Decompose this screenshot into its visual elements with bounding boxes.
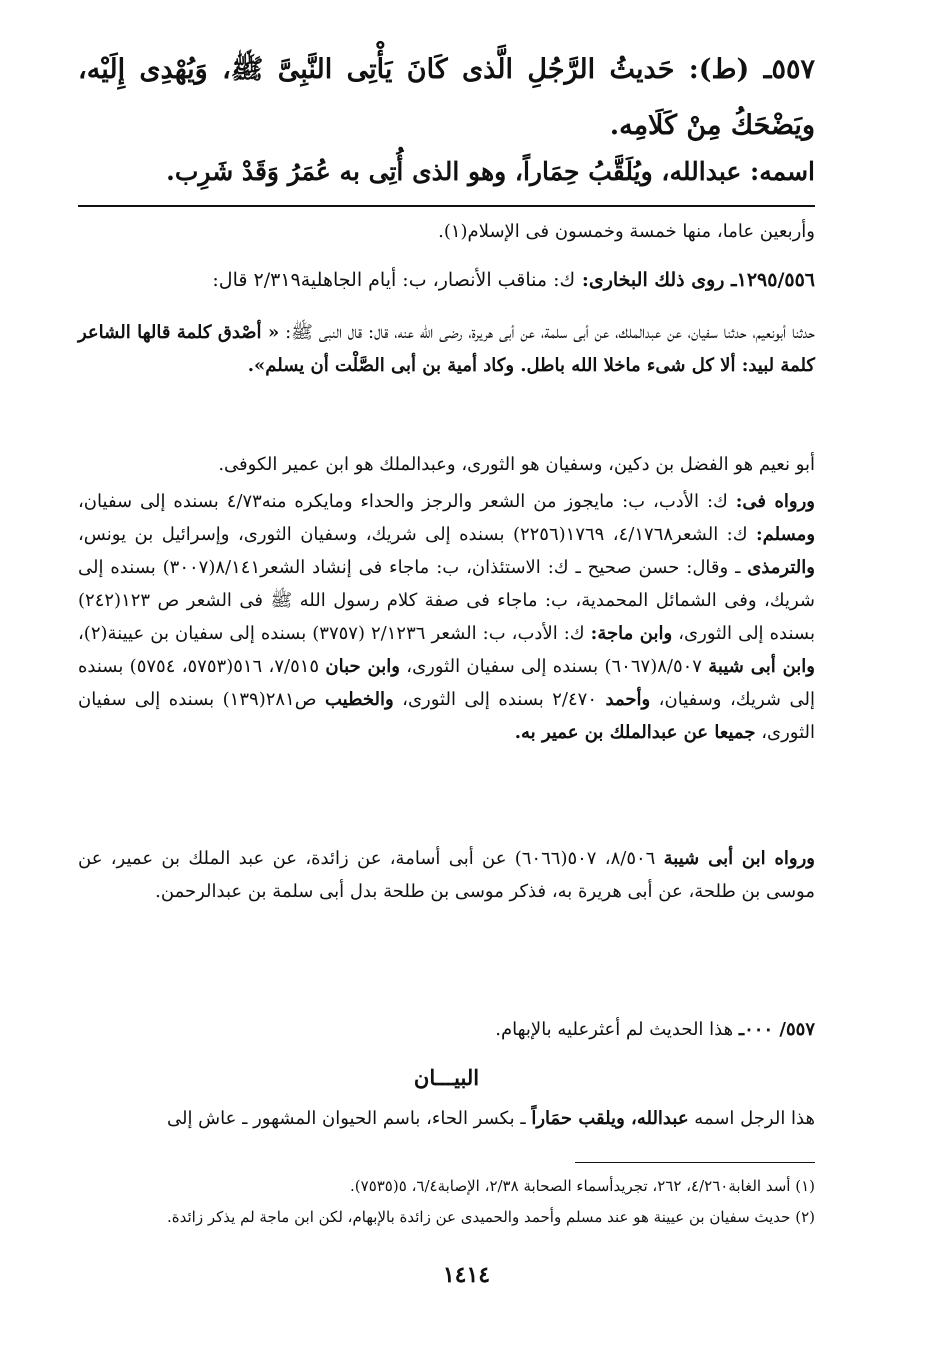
riwaya-bukhari-label: ورواه فى: xyxy=(735,491,815,512)
hadith-1295-ref: ك: مناقب الأنصار، ب: أيام الجاهلية٢/٣١٩ قال: xyxy=(212,269,576,291)
person-name-line: اسمه: عبدالله، ويُلَقَّبُ حِمَاراً، وهو الذى أُتِى به عُمَرُ وَقَدْ شَرِب. xyxy=(166,157,815,186)
bayan-paragraph xyxy=(78,1102,815,1135)
bayan-text-a: هذا الرجل اسمه xyxy=(694,1108,815,1129)
footnote-2: (٢) حديث سفيان بن عيينة هو عند مسلم وأحمد والحميدى عن زائدة بالإبهام، لكن ابن ماجة لم يذكر زائدة. xyxy=(167,1208,815,1226)
riwaya-paragraph xyxy=(78,485,815,749)
hadith-557-text: هذا الحديث لم أعثرعليه بالإبهام. xyxy=(495,1019,734,1040)
riwaya-ahmad-label: وأحمد xyxy=(605,689,651,710)
riwaya2-label: ورواه ابن أبى شيبة xyxy=(663,848,815,869)
riwaya-tirmidhi-ref: ـ وقال: حسن صحيح ـ ك: الاستئذان، ب: ماجاء فى إنشاد الشعر٨/١٤١(٣٠٠٧) بسنده إلى شريك، وفى الشمائل المحمدية، ب: ماجاء فى صفة كلام رسول الله ﷺ فى الشعر ص ١٢٣(٢٤٢) بسنده إلى الثورى، xyxy=(78,557,815,644)
bayan-text-bold: عبدالله، ويلقب حمَاراً xyxy=(531,1108,689,1129)
footnote-divider xyxy=(575,1162,815,1163)
hadith-557-heading: ٥٥٧ـ (ط): حَديثُ الرَّجُلِ الَّذى كَانَ يَأْتِى النَّبِىَّ ﷺ، وَيُهْدِى إِلَيْه، ويَضْحَكُ مِنْ كَلَامِه. xyxy=(78,54,815,141)
riwaya-ibnhibban-ref: ٧/٥١٥، ٥١٦(٥٧٥٣، ٥٧٥٤) بسنده إلى شريك، وسفيان، xyxy=(78,656,815,710)
hadith-1295-heading xyxy=(78,264,815,297)
hadith-557-number: ٥٥٧/ ٠٠٠ـ xyxy=(738,1019,815,1040)
riwaya-bukhari-ref: ك: الأدب، ب: مايجوز من الشعر والرجز والحداء ومايكره منه٤/٧٣ بسنده إلى سفيان، xyxy=(78,491,728,512)
riwaya-ahmad-ref: ٢/٤٧٠ بسنده إلى الثورى، xyxy=(402,689,598,710)
bayan-text-c: ـ بكسر الحاء، باسم الحيوان المشهور ـ عاش إلى xyxy=(166,1108,526,1129)
riwaya-ibnabishayba-label: وابن أبى شيبة xyxy=(708,656,815,677)
hadith-1295-label: ١٢٩٥/٥٥٦ـ روى ذلك البخارى: xyxy=(581,269,815,291)
riwaya-muslim-ref: ك: الشعر٤/١٧٦٨، ١٧٦٩(٢٢٥٦) بسنده إلى شريك، وسفيان الثورى، وإسرائيل بن يونس، xyxy=(78,524,748,545)
narrators-note: أبو نعيم هو الفضل بن دكين، وسفيان هو الثورى، وعبدالملك هو ابن عمير الكوفى. xyxy=(218,454,815,475)
riwaya-summary: جميعا عن عبدالملك بن عمير به. xyxy=(514,722,756,743)
page-number: ١٤١٤ xyxy=(442,1262,491,1288)
isnad-paragraph xyxy=(78,316,815,382)
continued-text: وأربعين عاما، منها خمسة وخمسون فى الإسلام(١). xyxy=(438,221,815,242)
riwaya-khatib-label: والخطيب xyxy=(324,689,394,710)
riwaya-ibnmajah-ref: ك: الأدب، ب: الشعر ٢/١٢٣٦ (٣٧٥٧) بسنده إلى سفيان بن عيينة(٢)، xyxy=(78,623,585,644)
riwaya-khatib-ref: ص٢٨١(١٣٩) بسنده إلى سفيان الثورى، xyxy=(78,689,815,743)
riwaya-ibnmajah-label: وابن ماجة: xyxy=(590,623,673,644)
riwaya-tirmidhi-label: والترمذى xyxy=(747,557,815,578)
hadith-matn: « أصْدق كلمة قالها الشاعر كلمة لبيد: ألا كل شىء ماخلا الله باطل. وكاد أمية بن أبى الصَّلْت أن يسلم». xyxy=(78,322,815,376)
header-divider xyxy=(78,205,815,207)
isnad-chain: حدثنا أبونعيم، حدثنا سفيان، عن عبدالملك، عن أبى سلمة، عن أبى هريرة، رضى الله عنه، قال: قال النبى ﷺ: xyxy=(285,322,815,343)
riwaya2-text: ٨/٥٠٦، ٥٠٧(٦٠٦٦) عن أبى أسامة، عن زائدة، عن عبد الملك بن عمير، عن موسى بن طلحة، عن أبى هريرة به، فذكر موسى بن طلحة بدل أبى سلمة بن عبدالرحمن. xyxy=(78,848,815,902)
riwaya-ibnhibban-label: وابن حبان xyxy=(325,656,400,677)
riwaya-second-paragraph xyxy=(78,842,815,908)
riwaya-ibnabishayba-ref: ٨/٥٠٧(٦٠٦٧) بسنده إلى سفيان الثورى، xyxy=(406,656,702,677)
footnote-1: (١) أسد الغابة٤/٢٦٠، ٢٦٢، تجريدأسماء الصحابة ٢/٣٨، الإصابة٦/٤، ٥(٧٥٣٥). xyxy=(350,1177,815,1195)
bayan-title: البيـــان xyxy=(413,1065,480,1090)
riwaya-muslim-label: ومسلم: xyxy=(756,524,816,545)
hadith-557-note xyxy=(78,1013,815,1046)
